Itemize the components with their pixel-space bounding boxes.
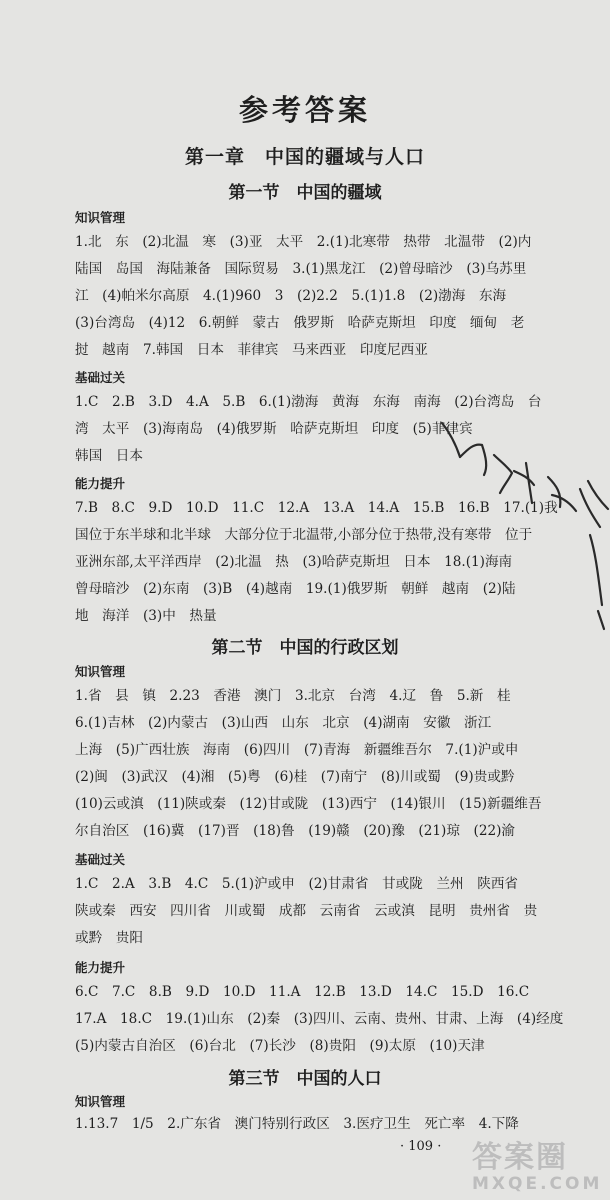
answer-line: 17.A 18.C 19.(1)山东 (2)秦 (3)四川、云南、贵州、甘肃、上海 (4)经度 [75, 1011, 564, 1027]
answer-line: 地 海洋 (3)中 热量 [75, 608, 217, 624]
chapter-title: 第一章 中国的疆域与人口 [184, 146, 425, 168]
answer-line: (3)台湾岛 (4)12 6.朝鲜 蒙古 俄罗斯 哈萨克斯坦 印度 缅甸 老 [75, 315, 525, 331]
answer-line: (2)闽 (3)武汉 (4)湘 (5)粤 (6)桂 (7)南宁 (8)川或蜀 (9)贵或黔 [75, 769, 515, 785]
answer-line: 挝 越南 7.韩国 日本 菲律宾 马来西亚 印度尼西亚 [75, 342, 428, 358]
answer-line: (5)内蒙古自治区 (6)台北 (7)长沙 (8)贵阳 (9)太原 (10)天津 [75, 1038, 485, 1054]
page-title: 参考答案 [238, 93, 371, 127]
answer-line: 亚洲东部,太平洋西岸 (2)北温 热 (3)哈萨克斯坦 日本 18.(1)海南 [75, 554, 513, 570]
subheading-knowledge: 知识管理 [75, 210, 126, 225]
answer-line: 江 (4)帕米尔高原 4.(1)960 3 (2)2.2 5.(1)1.8 (2)渤海 东海 [75, 288, 507, 304]
subheading-basic: 基础过关 [75, 370, 126, 385]
answer-line: 曾母暗沙 (2)东南 (3)B (4)越南 19.(1)俄罗斯 朝鲜 越南 (2)陆 [75, 581, 516, 597]
answer-line: 1.13.7 1/5 2.广东省 澳门特别行政区 3.医疗卫生 死亡率 4.下降 [75, 1116, 519, 1132]
subheading-knowledge: 知识管理 [75, 664, 126, 679]
section-title-3: 第三节 中国的人口 [228, 1069, 382, 1089]
watermark-logo [472, 1130, 610, 1200]
handwriting-scribble [430, 415, 610, 635]
answer-line: 7.B 8.C 9.D 10.D 11.C 12.A 13.A 14.A 15.B 16.B 17.(1)我 [75, 500, 558, 516]
watermark-url: MXQE.COM [472, 1174, 603, 1194]
section-title-1: 第一节 中国的疆域 [228, 183, 382, 203]
answer-line: (10)云或滇 (11)陕或秦 (12)甘或陇 (13)西宁 (14)银川 (15)新疆维吾 [75, 796, 542, 812]
subheading-ability: 能力提升 [75, 960, 126, 975]
answer-line: 陕或秦 西安 四川省 川或蜀 成都 云南省 云或滇 昆明 贵州省 贵 [75, 903, 538, 919]
answer-line: 陆国 岛国 海陆兼备 国际贸易 3.(1)黑龙江 (2)曾母暗沙 (3)乌苏里 [75, 261, 527, 277]
answer-line: 1.省 县 镇 2.23 香港 澳门 3.北京 台湾 4.辽 鲁 5.新 桂 [75, 688, 511, 704]
answer-line: 湾 太平 (3)海南岛 (4)俄罗斯 哈萨克斯坦 印度 (5)菲律宾 [75, 421, 473, 437]
subheading-basic: 基础过关 [75, 852, 126, 867]
answer-line: 1.C 2.B 3.D 4.A 5.B 6.(1)渤海 黄海 东海 南海 (2)台湾岛 台 [75, 394, 542, 410]
answer-line: 或黔 贵阳 [75, 930, 143, 946]
answer-line: 6.C 7.C 8.B 9.D 10.D 11.A 12.B 13.D 14.C 15.D 16.C [75, 984, 530, 1000]
subheading-knowledge: 知识管理 [75, 1094, 126, 1109]
watermark-text: 答案圈 [472, 1140, 568, 1175]
section-title-2: 第二节 中国的行政区划 [211, 638, 399, 658]
answer-line: 韩国 日本 [75, 448, 143, 464]
answer-line: 国位于东半球和北半球 大部分位于北温带,小部分位于热带,没有寒带 位于 [75, 527, 533, 543]
page-number: · 109 · [400, 1139, 442, 1154]
answer-line: 1.C 2.A 3.B 4.C 5.(1)沪或申 (2)甘肃省 甘或陇 兰州 陕西省 [75, 876, 519, 892]
subheading-ability: 能力提升 [75, 476, 126, 491]
answer-line: 6.(1)吉林 (2)内蒙古 (3)山西 山东 北京 (4)湖南 安徽 浙江 [75, 715, 492, 731]
answer-line: 上海 (5)广西壮族 海南 (6)四川 (7)青海 新疆维吾尔 7.(1)沪或申 [75, 742, 519, 758]
answer-line: 尔自治区 (16)冀 (17)晋 (18)鲁 (19)赣 (20)豫 (21)琼 (22)渝 [75, 823, 516, 839]
answer-line: 1.北 东 (2)北温 寒 (3)亚 太平 2.(1)北寒带 热带 北温带 (2)内 [75, 234, 532, 250]
